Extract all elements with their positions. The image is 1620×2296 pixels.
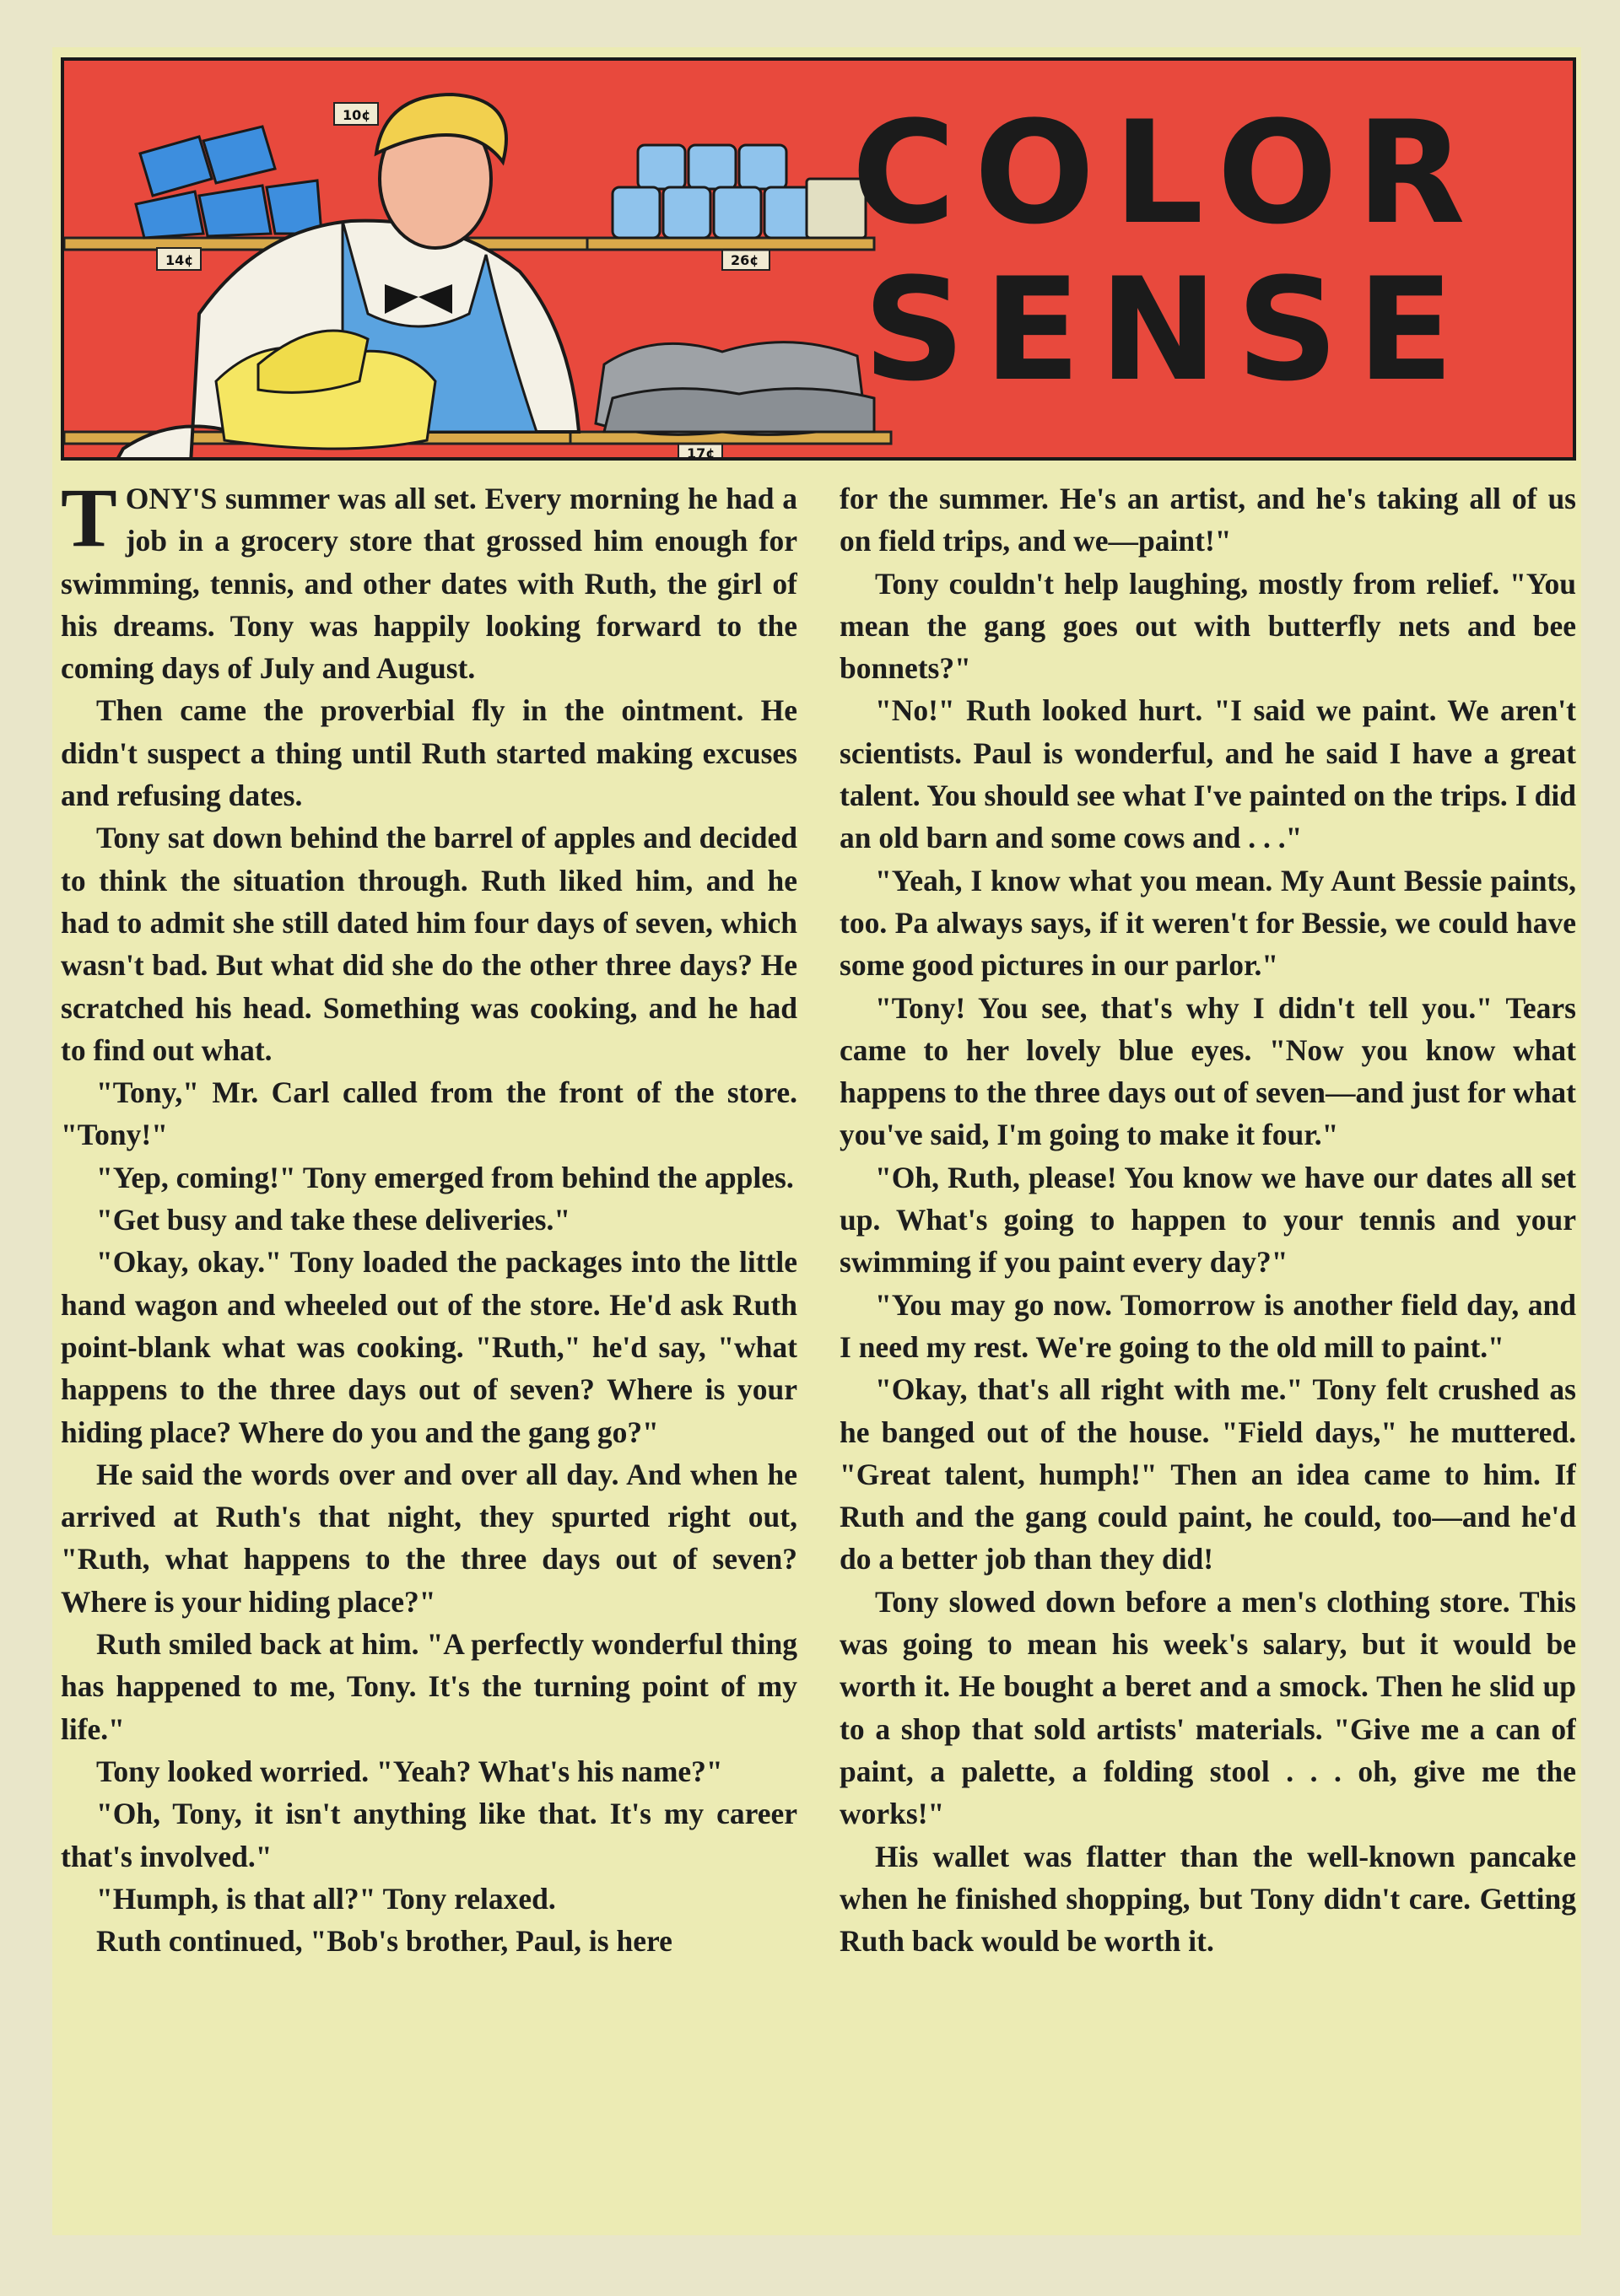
story-paragraph: He said the words over and over all day. And when he arrived at Ruth's that night, they spurted right out, "Ruth, what happens to the three days out of seven? Where is your hiding place?" bbox=[61, 1457, 797, 1619]
story-paragraph: "You may go now. Tomorrow is another field day, and I need my rest. We're going to the old mill to paint." bbox=[840, 1287, 1576, 1364]
title-banner bbox=[61, 57, 1576, 461]
story-paragraph: "Oh, Tony, it isn't anything like that. It's my career that's involved." bbox=[61, 1797, 797, 1873]
story-paragraph: His wallet was flatter than the well-known pancake when he finished shopping, but Tony didn't care. Getting Ruth back would be worth it. bbox=[840, 1839, 1576, 1959]
story-paragraph: "Get busy and take these deliveries." bbox=[96, 1203, 571, 1237]
price-tag-4: 17¢ bbox=[687, 445, 716, 461]
story-column-right bbox=[840, 477, 1576, 2215]
story-paragraph: "Tony," Mr. Carl called from the front of the store. "Tony!" bbox=[61, 1075, 797, 1152]
story-paragraph: "Okay, that's all right with me." Tony felt crushed as he banged out of the house. "Field days," he muttered. "Great talent, humph!" Then an idea came to him. If Ruth and the gang could paint, he could, too—and he'd do a better job than they did! bbox=[840, 1372, 1576, 1576]
story-paragraph: Then came the proverbial fly in the ointment. He didn't suspect a thing until Ruth started making excuses and refusing dates. bbox=[61, 693, 797, 813]
story-column-left bbox=[61, 477, 797, 2215]
story-paragraph: "Tony! You see, that's why I didn't tell you." Tears came to her lovely blue eyes. "Now you know what happens to the three days out of seven—and just for what you've said, I'm going to make it four." bbox=[840, 990, 1576, 1152]
story-paragraph: Tony couldn't help laughing, mostly from relief. "You mean the gang goes out with butterfly nets and bee bonnets?" bbox=[840, 566, 1576, 686]
story-paragraph: Tony looked worried. "Yeah? What's his name?" bbox=[96, 1754, 723, 1788]
story-paragraph: Tony slowed down before a men's clothing store. This was going to mean his week's salary, but it would be worth it. He bought a beret and a smock. Then he slid up to a shop that sold artists' materials. "Give me a can of paint, a palette, a folding stool . . . oh, give me the works!" bbox=[840, 1584, 1576, 1831]
drop-cap: T bbox=[61, 477, 117, 564]
story-paragraph: "Yeah, I know what you mean. My Aunt Bessie paints, too. Pa always says, if it weren't for Bessie, we could have some good pictures in our parlor." bbox=[840, 863, 1576, 983]
story-body bbox=[61, 477, 1576, 2215]
story-paragraph: "Oh, Ruth, please! You know we have our dates all set up. What's going to happen to your tennis and your swimming if you paint every day?" bbox=[840, 1160, 1576, 1280]
price-tag-3: 26¢ bbox=[731, 252, 759, 268]
story-paragraph: Tony sat down behind the barrel of apples and decided to think the situation through. Ruth liked him, and he had to admit she still dated him four days of seven, which wasn't bad. But what did she do the other three days? He scratched his head. Something was cooking, and he had to find out what. bbox=[61, 821, 797, 1067]
opening-text: ONY'S summer was all set. Every morning he had a job in a grocery store that grossed him enough for swimming, tennis, and other dates with Ruth, the girl of his dreams. Tony was happily looking forward to the coming days of July and August. bbox=[61, 482, 797, 686]
story-paragraph: Ruth smiled back at him. "A perfectly wonderful thing has happened to me, Tony. It's the turning point of my life." bbox=[61, 1627, 797, 1746]
story-paragraph: "No!" Ruth looked hurt. "I said we paint. We aren't scientists. Paul is wonderful, and he said I have a great talent. You should see what I've painted on the trips. I did an old barn and some cows and . . ." bbox=[840, 693, 1576, 855]
story-paragraph: "Okay, okay." Tony loaded the packages into the little hand wagon and wheeled out of the store. He'd ask Ruth point-blank what was cooking. "Ruth," he'd say, "what happens to the three days out of seven? Where is your hiding place? Where do you and the gang go?" bbox=[61, 1245, 797, 1449]
story-paragraph: Ruth continued, "Bob's brother, Paul, is here bbox=[96, 1924, 672, 1959]
right-column-continuation: for the summer. He's an artist, and he's taking all of us on field trips, and we—paint!" bbox=[840, 482, 1576, 558]
price-tag-2: 14¢ bbox=[165, 252, 194, 268]
price-tag-1: 10¢ bbox=[343, 107, 371, 123]
opening-paragraph bbox=[61, 477, 797, 689]
page-title bbox=[822, 90, 1514, 412]
title-line-2: SENSE bbox=[862, 247, 1473, 412]
title-line-1: COLOR bbox=[851, 90, 1484, 256]
story-paragraph: "Yep, coming!" Tony emerged from behind the apples. bbox=[96, 1160, 794, 1194]
story-paragraph: "Humph, is that all?" Tony relaxed. bbox=[96, 1881, 556, 1916]
